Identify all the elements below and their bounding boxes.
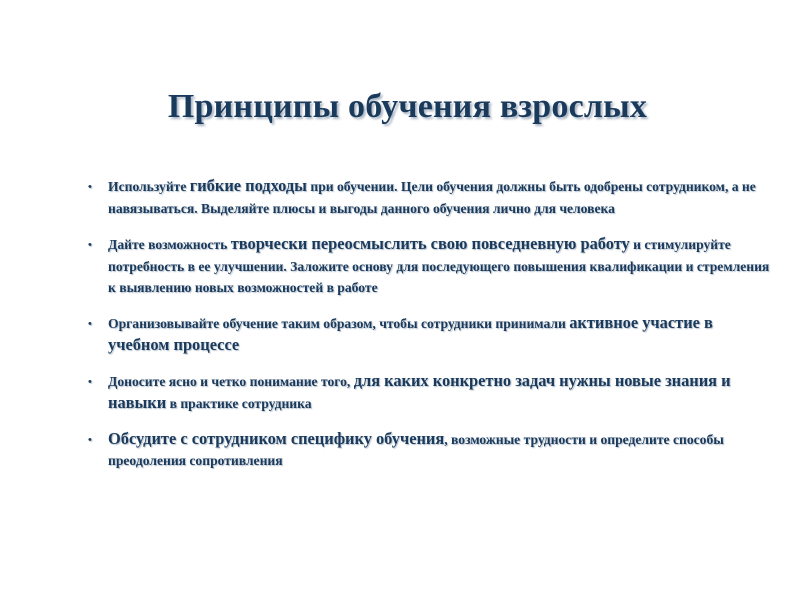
bullet-text: , возможные трудности и определите способы преодоления сопротивления [108, 431, 724, 468]
bullet-text: Дайте возможность [108, 237, 231, 252]
bullet-item [88, 370, 778, 415]
bullet-item [88, 233, 778, 299]
bullet-text: в практике сотрудника [166, 396, 312, 411]
bullet-icon: • [88, 317, 92, 330]
bullet-icon: • [88, 181, 92, 193]
bullet-list [88, 175, 778, 472]
slide-title: Принципы обучения взрослых [167, 88, 648, 125]
bullet-text: и стимулируйте потребность в ее улучшении. Заложите основу для последующего повышения квалификации и стремления к выявлению новых возможностей в работе [108, 237, 770, 295]
bullet-emphasis: творчески переосмыслить свою повседневную работу [230, 234, 630, 253]
bullet-item [88, 428, 778, 472]
bullet-text: Доносите ясно и четко понимание того, [108, 373, 354, 389]
bullet-text: Организовывайте обучение таким образом, чтобы сотрудники принимали [108, 315, 570, 331]
bullet-emphasis: активное участие в учебном процессе [108, 312, 713, 354]
bullet-icon: • [88, 433, 92, 446]
bullet-icon: • [88, 239, 92, 251]
bullet-item [88, 175, 778, 219]
bullet-emphasis: для каких конкретно задач нужны новые знания и навыки [108, 370, 731, 412]
bullet-item [88, 312, 778, 357]
bullet-icon: • [88, 375, 92, 388]
bullet-emphasis: гибкие подходы [189, 176, 307, 195]
bullet-emphasis: Обсудите с сотрудником специфику обучения [108, 428, 445, 448]
bullet-text: Используйте [108, 179, 190, 194]
bullet-text: при обучении. Цели обучения должны быть одобрены сотрудником, а не навязываться. Выделяйте плюсы и выгоды данного обучения лично для человека [108, 179, 756, 216]
